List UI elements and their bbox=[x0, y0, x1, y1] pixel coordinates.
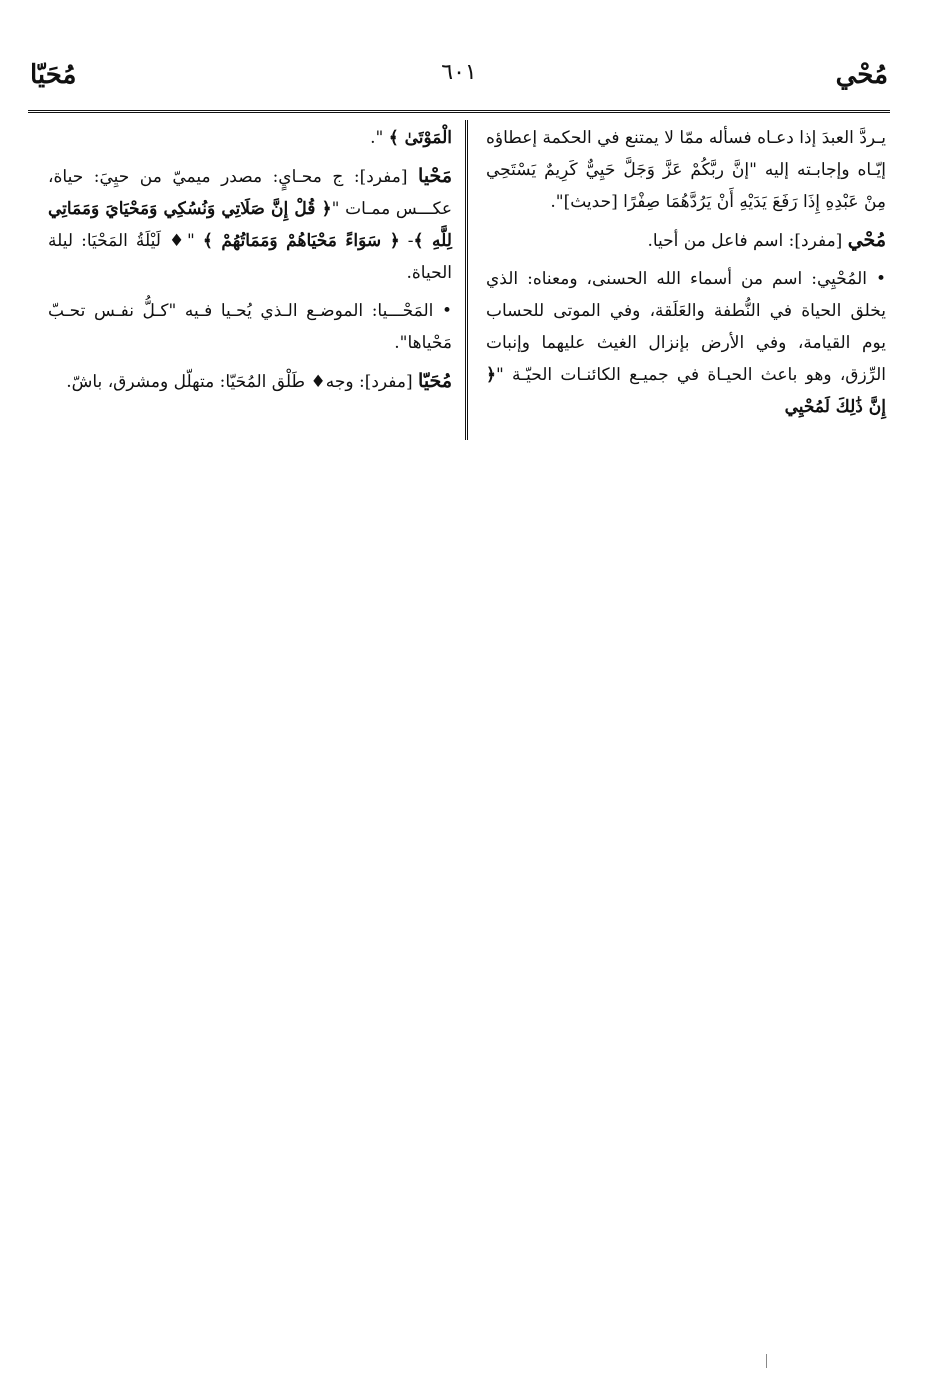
left-paragraph-3: • المَحْـــيا: الموضـع الـذي يُحـيا فـيه "كـلُّ نفـس تحـبّ مَحْياها". bbox=[48, 301, 452, 353]
left-column bbox=[48, 122, 452, 404]
entry-definition: [مفرد]: وجه♦ طَلْق المُحَيّا: متهلّل ومشرق، باشّ. bbox=[66, 372, 419, 392]
left-entry-1 bbox=[48, 160, 452, 289]
page-header bbox=[30, 52, 888, 102]
right-paragraph-1: يـردَّ العبدَ إذا دعـاه فسأله ممّا لا يمتنع في الحكمة إعطاؤه إيّـاه وإجابـته إليه "إنَّ ربَّكُمْ عَزَّ وَجَلَّ حَيِيٌّ كَرِيمٌ يَسْتَحِي مِنْ عَبْدِهِ إِذَا رَفَعَ يَدَيْهِ أَنْ يَرُدَّهُمَا صِفْرًا [حديث]". bbox=[486, 128, 886, 212]
text-fragment: ". bbox=[370, 128, 389, 148]
right-entry bbox=[486, 224, 886, 257]
scan-mark bbox=[766, 1354, 767, 1368]
right-paragraph-3 bbox=[486, 263, 886, 423]
entry-headword: مَحْيا bbox=[418, 165, 452, 187]
left-entry-2 bbox=[48, 365, 452, 398]
definition-text: • المُحْيِي: اسم من أسماء الله الحسنى، ومعناه: الذي يخلق الحياة في النُّطفة والعَلَقة، وفي الموتى للحساب يوم القيامة، وفي الأرض بإنزال الغيث عليهما وإنبات الرِّزق، وهو باعث الحيـاة في جميـع الكائنـات الحيّـة " bbox=[486, 269, 886, 385]
left-headword: مُحَيّا bbox=[30, 60, 77, 90]
entry-definition: [مفرد]: ج محـايٍ: مصدر ميميّ من حيِيَ: حياة، عكـــس ممـات " bbox=[48, 167, 453, 219]
header-rule bbox=[28, 110, 890, 113]
entry-headword: مُحَيّا bbox=[418, 370, 452, 392]
quran-quote: ﴿ قُلْ إِنَّ صَلَاتِي وَنُسُكِي وَمَحْيَايَ وَمَمَاتِي لِلَّهِ ﴾ bbox=[48, 199, 452, 251]
text-fragment: - bbox=[399, 231, 414, 251]
left-paragraph-1 bbox=[48, 122, 452, 154]
column-divider bbox=[465, 120, 468, 440]
quran-quote: ﴿ إِنَّ ذَٰلِكَ لَمُحْيِي bbox=[486, 365, 886, 417]
text-fragment: "♦ لَيْلَةُ المَحْيَا: ليلة الحياة. bbox=[48, 231, 452, 283]
right-column bbox=[486, 122, 886, 429]
quran-quote: ﴿ سَوَاءً مَحْيَاهُمْ وَمَمَاتُهُمْ ﴾ bbox=[202, 231, 400, 251]
quran-quote: الْمَوْتَىٰ ﴾ bbox=[388, 128, 452, 148]
page-number: ٦٠١ bbox=[441, 60, 477, 85]
right-headword: مُحْي bbox=[835, 60, 888, 90]
entry-headword: مُحْي bbox=[847, 229, 886, 251]
entry-definition: [مفرد]: اسم فاعل من أحيا. bbox=[647, 231, 848, 251]
